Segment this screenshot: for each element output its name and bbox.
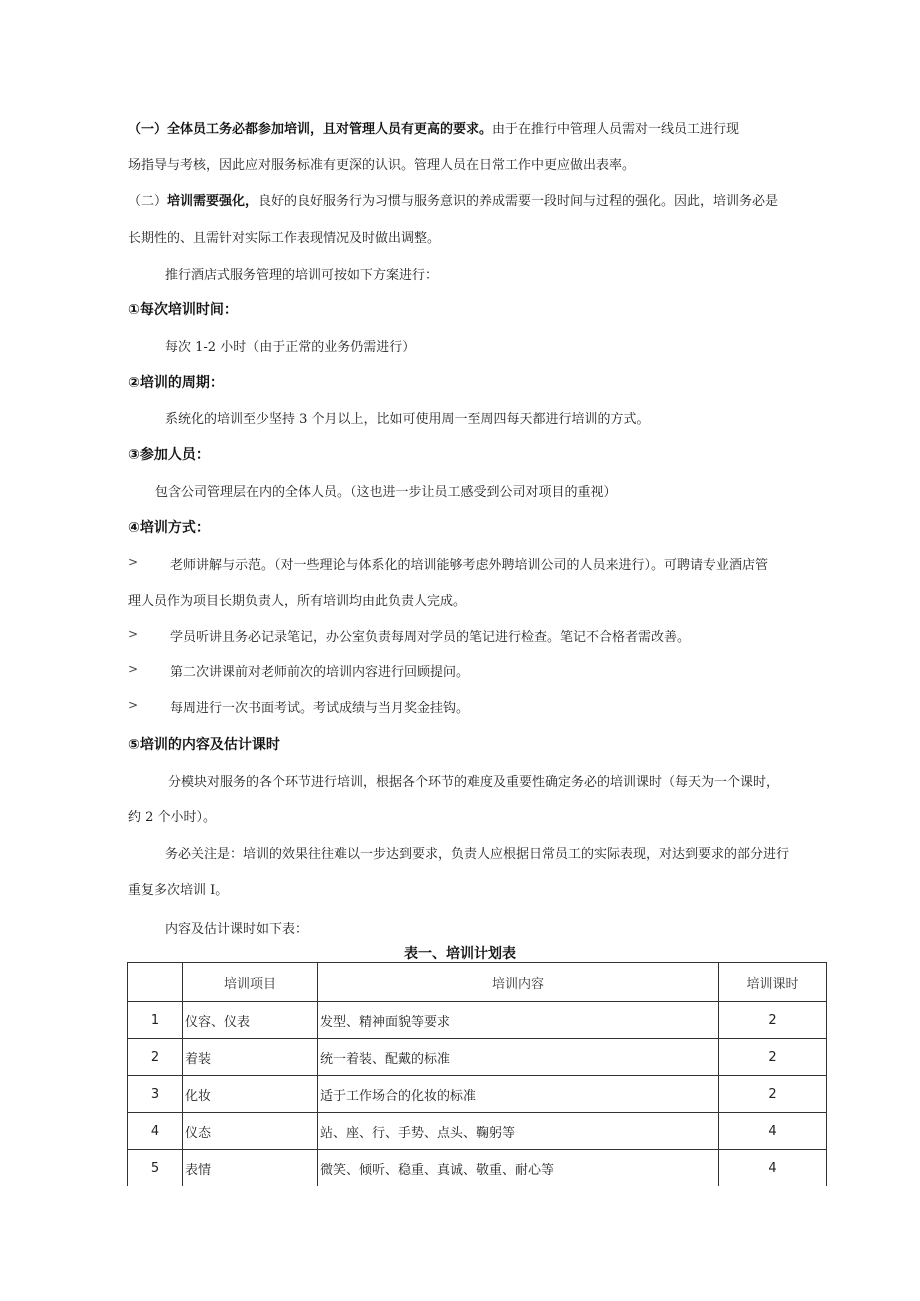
- header-content: 培训内容: [318, 963, 719, 1002]
- row-no: 1: [128, 1002, 183, 1039]
- row-no: 2: [128, 1039, 183, 1076]
- item2-heading: ②培训的周期：: [128, 375, 224, 391]
- item1-text: 每次 1-2 小时（由于正常的业务仍需进行）: [165, 340, 416, 355]
- item5-para1-line1: 分模块对服务的各个环节进行培训，根据各个环节的难度及重要性确定务必的培训课时（每天为一个课时，: [168, 775, 780, 790]
- section1-body-line1: 由于在推行中管理人员需对一线员工进行现: [492, 122, 740, 137]
- row-item: 表情: [183, 1150, 318, 1187]
- training-plan-table: [127, 962, 827, 1186]
- row-item: 仪态: [183, 1113, 318, 1150]
- row-hours: 2: [719, 1076, 827, 1113]
- item4-heading: ④培训方式：: [128, 520, 210, 536]
- item5-para1-line2: 约 2 个小时）。: [128, 810, 217, 825]
- row-content: 适于工作场合的化妆的标准: [318, 1076, 719, 1113]
- section1-body-line2: 场指导与考核，因此应对服务标准有更深的认识。管理人员在日常工作中更应做出表率。: [128, 158, 636, 173]
- row-item: 仪容、仪表: [183, 1002, 318, 1039]
- row-no: 4: [128, 1113, 183, 1150]
- section2-body-line2: 长期性的、且需针对实际工作表现情况及时做出调整。: [128, 231, 441, 246]
- row-item: 化妆: [183, 1076, 318, 1113]
- row-content: 发型、精神面貌等要求: [318, 1002, 719, 1039]
- item4-bullet-1: 老师讲解与示范。（对一些理论与体系化的培训能够考虑外聘培训公司的人员来进行）。可聘请专业酒店管: [170, 558, 769, 573]
- item2-text: 系统化的培训至少坚持 3 个月以上，比如可使用周一至周四每天都进行培训的方式。: [165, 412, 650, 427]
- section2-title: 培训需要强化，: [167, 194, 259, 209]
- table-header-row: [128, 963, 827, 1002]
- item4-bullet-3: 第二次讲课前对老师前次的培训内容进行回顾提问。: [170, 665, 470, 680]
- header-hours: 培训课时: [719, 963, 827, 1002]
- header-item: 培训项目: [183, 963, 318, 1002]
- bullet-arrow-icon: >: [128, 627, 139, 641]
- row-hours: 2: [719, 1002, 827, 1039]
- table-intro: 内容及估计课时如下表：: [165, 922, 309, 937]
- item3-heading: ③参加人员：: [128, 447, 210, 463]
- item5-para2-line1: 务必关注是：培训的效果往往难以一步达到要求，负责人应根据日常员工的实际表现，对达到要求的部分进行: [165, 847, 790, 862]
- header-no: [128, 963, 183, 1002]
- item1-heading: ①每次培训时间：: [128, 302, 238, 318]
- row-no: 5: [128, 1150, 183, 1187]
- table-row: [128, 1113, 827, 1150]
- section1-title: （一）全体员工务必都参加培训，且对管理人员有更高的要求。: [128, 122, 493, 137]
- item4-bullet-1-cont: 理人员作为项目长期负责人，所有培训均由此负责人完成。: [128, 594, 467, 609]
- bullet-arrow-icon: >: [128, 662, 139, 676]
- row-hours: 4: [719, 1113, 827, 1150]
- intro-text: 推行酒店式服务管理的培训可按如下方案进行：: [165, 268, 439, 283]
- table-row: [128, 1039, 827, 1076]
- row-content: 站、座、行、手势、点头、鞠躬等: [318, 1113, 719, 1150]
- section2-prefix: （二）: [128, 194, 168, 209]
- bullet-arrow-icon: >: [128, 698, 139, 712]
- row-item: 着装: [183, 1039, 318, 1076]
- item5-para2-line2: 重复多次培训 I。: [128, 883, 229, 898]
- table-caption: 表一、培训计划表: [404, 946, 516, 962]
- item3-text: 包含公司管理层在内的全体人员。（这也进一步让员工感受到公司对项目的重视）: [155, 485, 617, 500]
- table-row: [128, 1002, 827, 1039]
- section2-body-line1: 良好的良好服务行为习惯与服务意识的养成需要一段时间与过程的强化。因此，培训务必是: [258, 194, 779, 209]
- row-content: 微笑、倾听、稳重、真诚、敬重、耐心等: [318, 1150, 719, 1187]
- row-content: 统一着装、配戴的标准: [318, 1039, 719, 1076]
- item4-bullet-2: 学员听讲且务必记录笔记，办公室负责每周对学员的笔记进行检查。笔记不合格者需改善。: [170, 630, 691, 645]
- section2-paragraph: [128, 190, 778, 209]
- table-row: [128, 1076, 827, 1113]
- row-hours: 2: [719, 1039, 827, 1076]
- row-hours: 4: [719, 1150, 827, 1187]
- row-no: 3: [128, 1076, 183, 1113]
- bullet-arrow-icon: >: [128, 555, 139, 569]
- item4-bullet-4: 每周进行一次书面考试。考试成绩与当月奖金挂钩。: [170, 701, 470, 716]
- table-row: [128, 1150, 827, 1187]
- item5-heading: ⑤培训的内容及估计课时: [128, 737, 280, 753]
- section1-paragraph: [128, 118, 739, 137]
